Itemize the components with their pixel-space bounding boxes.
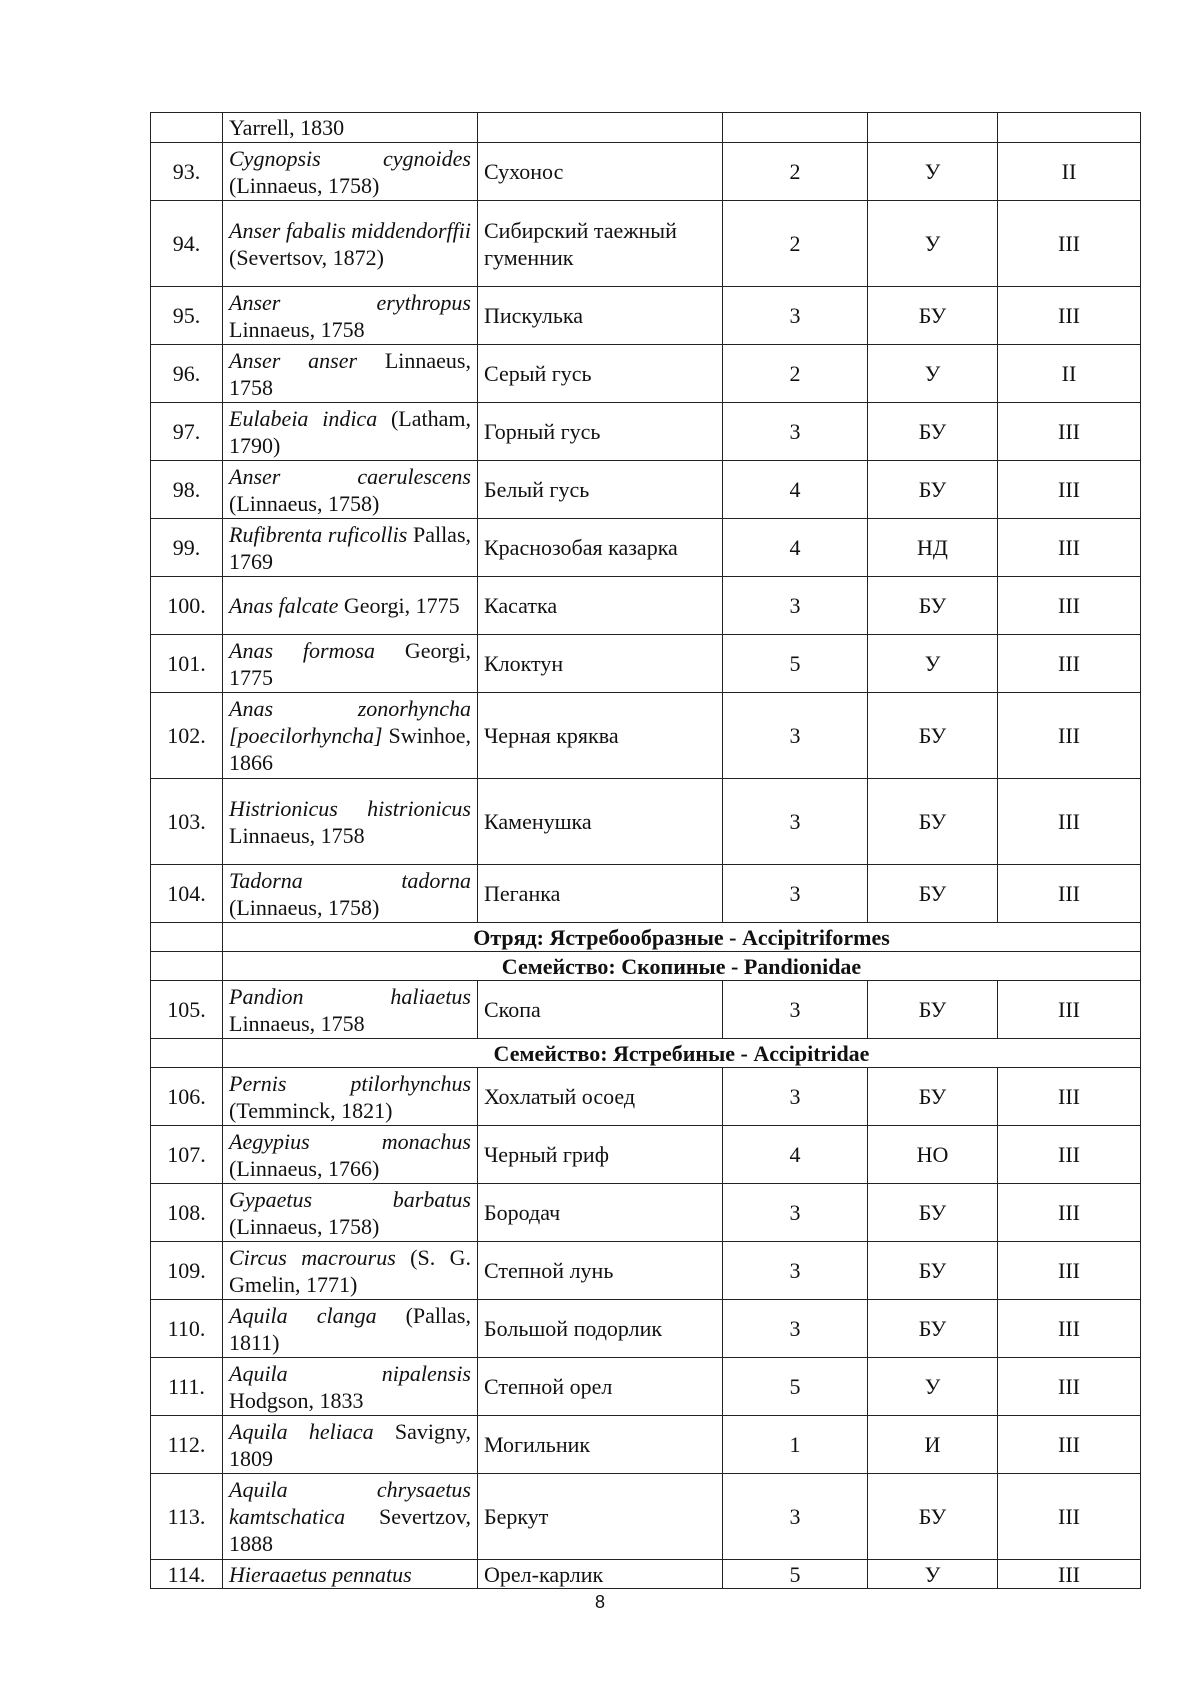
author-year: Linnaeus, 1758	[229, 1010, 365, 1036]
author-year: Savigny, 1809	[229, 1418, 472, 1471]
latin-name: Eulabeia indica	[229, 405, 378, 431]
category: 4	[723, 1126, 868, 1184]
author-year: Linnaeus, 1758	[229, 316, 365, 342]
author-year: Swinhoe, 1866	[229, 723, 471, 775]
table-row	[151, 1560, 1141, 1589]
group-header-row	[151, 923, 1141, 952]
class: III	[998, 519, 1141, 577]
table-row	[151, 981, 1141, 1039]
class: II	[998, 345, 1141, 403]
category: 4	[723, 519, 868, 577]
class: III	[998, 403, 1141, 461]
latin-name: Histrionicus histrionicus	[229, 795, 471, 821]
row-number: 94.	[151, 201, 223, 287]
table-row	[151, 143, 1141, 201]
class: III	[998, 1474, 1141, 1560]
category: 2	[723, 143, 868, 201]
status: У	[868, 201, 998, 287]
scientific-name-cell	[223, 1560, 478, 1589]
table-row	[151, 1300, 1141, 1358]
russian-name: Беркут	[478, 1474, 723, 1560]
category: 3	[723, 403, 868, 461]
category: 3	[723, 287, 868, 345]
russian-name: Сибирский таежный гуменник	[478, 201, 723, 287]
status	[868, 113, 998, 143]
category	[723, 113, 868, 143]
category: 1	[723, 1416, 868, 1474]
row-number: 107.	[151, 1126, 223, 1184]
category: 2	[723, 345, 868, 403]
status: БУ	[868, 1300, 998, 1358]
status: НО	[868, 1126, 998, 1184]
class: III	[998, 1358, 1141, 1416]
row-number: 106.	[151, 1068, 223, 1126]
scientific-name-cell	[223, 345, 478, 403]
row-number: 111.	[151, 1358, 223, 1416]
category: 3	[723, 865, 868, 923]
scientific-name-cell	[223, 779, 478, 865]
status: У	[868, 143, 998, 201]
author-year: (Temminck, 1821)	[229, 1097, 393, 1123]
author-year: Georgi, 1775	[229, 637, 472, 690]
russian-name: Бородач	[478, 1184, 723, 1242]
russian-name: Касатка	[478, 577, 723, 635]
row-number: 93.	[151, 143, 223, 201]
status: БУ	[868, 779, 998, 865]
russian-name: Каменушка	[478, 779, 723, 865]
category: 5	[723, 1560, 868, 1589]
class: III	[998, 577, 1141, 635]
latin-name: Pernis ptilorhynchus	[229, 1070, 471, 1096]
table-row	[151, 201, 1141, 287]
class: III	[998, 1068, 1141, 1126]
table-row	[151, 519, 1141, 577]
page-number: 8	[594, 1592, 605, 1612]
row-number: 95.	[151, 287, 223, 345]
author-year: Severtzov, 1888	[229, 1504, 471, 1556]
table-row	[151, 1358, 1141, 1416]
scientific-name-cell	[223, 577, 478, 635]
category: 3	[723, 1068, 868, 1126]
table-row	[151, 461, 1141, 519]
row-number: 114.	[151, 1560, 223, 1589]
empty-cell	[151, 952, 223, 981]
row-number: 96.	[151, 345, 223, 403]
scientific-name-cell	[223, 635, 478, 693]
russian-name: Хохлатый осоед	[478, 1068, 723, 1126]
russian-name: Степной лунь	[478, 1242, 723, 1300]
russian-name: Черная кряква	[478, 693, 723, 779]
table-row	[151, 403, 1141, 461]
status: БУ	[868, 577, 998, 635]
class: III	[998, 693, 1141, 779]
scientific-name-cell	[223, 1416, 478, 1474]
row-number: 108.	[151, 1184, 223, 1242]
table-row	[151, 1474, 1141, 1560]
scientific-name-cell	[223, 865, 478, 923]
russian-name: Большой подорлик	[478, 1300, 723, 1358]
russian-name	[478, 113, 723, 143]
russian-name: Белый гусь	[478, 461, 723, 519]
russian-name: Скопа	[478, 981, 723, 1039]
class: III	[998, 287, 1141, 345]
row-number: 97.	[151, 403, 223, 461]
status: БУ	[868, 1474, 998, 1560]
table-row	[151, 779, 1141, 865]
status: У	[868, 1358, 998, 1416]
category: 3	[723, 1242, 868, 1300]
row-number: 104.	[151, 865, 223, 923]
category: 3	[723, 779, 868, 865]
category: 3	[723, 1474, 868, 1560]
row-number: 110.	[151, 1300, 223, 1358]
russian-name: Горный гусь	[478, 403, 723, 461]
scientific-name-cell	[223, 1068, 478, 1126]
russian-name: Орел-карлик	[478, 1560, 723, 1589]
row-number	[151, 113, 223, 143]
scientific-name-cell	[223, 693, 478, 779]
latin-name: Cygnopsis cygnoides	[229, 145, 471, 171]
russian-name: Краснозобая казарка	[478, 519, 723, 577]
scientific-name-cell	[223, 287, 478, 345]
status: БУ	[868, 693, 998, 779]
latin-name: Gypaetus barbatus	[229, 1186, 471, 1212]
row-number: 105.	[151, 981, 223, 1039]
author-year: Yarrell, 1830	[229, 115, 345, 140]
class: III	[998, 461, 1141, 519]
scientific-name-cell	[223, 1242, 478, 1300]
table-row	[151, 693, 1141, 779]
russian-name: Могильник	[478, 1416, 723, 1474]
category: 3	[723, 1184, 868, 1242]
row-number: 113.	[151, 1474, 223, 1560]
latin-name: Aegypius monachus	[229, 1128, 471, 1154]
author-year: (Linnaeus, 1758)	[229, 894, 380, 920]
latin-name: Tadorna tadorna	[229, 867, 471, 893]
class	[998, 113, 1141, 143]
group-header: Семейство: Ястребиные - Accipitridae	[223, 1039, 1141, 1068]
class: III	[998, 635, 1141, 693]
latin-name: Aquila chrysaetus kamtschatica	[229, 1477, 471, 1529]
author-year: (Linnaeus, 1758)	[229, 490, 380, 516]
status: НД	[868, 519, 998, 577]
scientific-name-cell	[223, 143, 478, 201]
row-number: 109.	[151, 1242, 223, 1300]
species-table	[150, 112, 1141, 1589]
empty-cell	[151, 1039, 223, 1068]
author-year: (Linnaeus, 1758)	[229, 172, 380, 198]
author-year: (Latham, 1790)	[229, 405, 472, 458]
latin-name: Anser erythropus	[229, 289, 471, 315]
scientific-name-cell	[223, 403, 478, 461]
latin-name: Anas formosa	[229, 637, 375, 663]
table-row	[151, 1184, 1141, 1242]
latin-name: Rufibrenta ruficollis	[229, 521, 408, 547]
scientific-name-cell	[223, 981, 478, 1039]
table-row	[151, 1126, 1141, 1184]
scientific-name-cell	[223, 113, 478, 143]
table-row	[151, 113, 1141, 143]
scientific-name-cell	[223, 519, 478, 577]
russian-name: Черный гриф	[478, 1126, 723, 1184]
status: У	[868, 345, 998, 403]
latin-name: Anser caerulescens	[229, 463, 471, 489]
scientific-name-cell	[223, 1300, 478, 1358]
status: БУ	[868, 403, 998, 461]
group-header-row	[151, 952, 1141, 981]
table-row	[151, 287, 1141, 345]
group-header-row	[151, 1039, 1141, 1068]
author-year: (Severtsov, 1872)	[229, 244, 384, 270]
table-row	[151, 577, 1141, 635]
scientific-name-cell	[223, 1126, 478, 1184]
table-row	[151, 1242, 1141, 1300]
status: У	[868, 635, 998, 693]
category: 2	[723, 201, 868, 287]
russian-name: Серый гусь	[478, 345, 723, 403]
russian-name: Степной орел	[478, 1358, 723, 1416]
status: И	[868, 1416, 998, 1474]
class: III	[998, 1242, 1141, 1300]
category: 3	[723, 981, 868, 1039]
author-year: (Linnaeus, 1758)	[229, 1213, 380, 1239]
latin-name: Anas falcate	[229, 593, 339, 618]
class: III	[998, 1184, 1141, 1242]
latin-name: Aquila heliaca	[229, 1418, 374, 1444]
author-year: Linnaeus, 1758	[229, 822, 365, 848]
class: II	[998, 143, 1141, 201]
russian-name: Клоктун	[478, 635, 723, 693]
latin-name: Anas zonorhyncha [poecilorhyncha]	[229, 696, 471, 748]
latin-name: Aquila nipalensis	[229, 1360, 471, 1386]
author-year: Georgi, 1775	[343, 593, 460, 618]
group-header: Семейство: Скопиные - Pandionidae	[223, 952, 1141, 981]
latin-name: Circus macrourus	[229, 1244, 396, 1270]
status: БУ	[868, 287, 998, 345]
row-number: 103.	[151, 779, 223, 865]
class: III	[998, 981, 1141, 1039]
russian-name: Пискулька	[478, 287, 723, 345]
latin-name: Anser anser	[229, 347, 358, 373]
scientific-name-cell	[223, 1358, 478, 1416]
row-number: 101.	[151, 635, 223, 693]
scientific-name-cell	[223, 201, 478, 287]
author-year: Pallas, 1769	[229, 521, 472, 574]
author-year: Hodgson, 1833	[229, 1387, 364, 1413]
table-row	[151, 345, 1141, 403]
category: 3	[723, 1300, 868, 1358]
empty-cell	[151, 923, 223, 952]
scientific-name-cell	[223, 461, 478, 519]
latin-name: Pandion haliaetus	[229, 983, 471, 1009]
row-number: 99.	[151, 519, 223, 577]
table-body	[151, 113, 1141, 1589]
category: 4	[723, 461, 868, 519]
author-year: Linnaeus, 1758	[229, 347, 471, 400]
row-number: 112.	[151, 1416, 223, 1474]
russian-name: Пеганка	[478, 865, 723, 923]
class: III	[998, 1300, 1141, 1358]
latin-name: Hieraaetus pennatus	[229, 1561, 412, 1587]
class: III	[998, 779, 1141, 865]
status: БУ	[868, 1068, 998, 1126]
status: БУ	[868, 981, 998, 1039]
group-header: Отряд: Ястребообразные - Accipitriformes	[223, 923, 1141, 952]
latin-name: Aquila clanga	[229, 1302, 377, 1328]
scientific-name-cell	[223, 1184, 478, 1242]
table-row	[151, 635, 1141, 693]
category: 3	[723, 693, 868, 779]
russian-name: Сухонос	[478, 143, 723, 201]
table-row	[151, 1068, 1141, 1126]
row-number: 102.	[151, 693, 223, 779]
status: У	[868, 1560, 998, 1589]
category: 3	[723, 577, 868, 635]
author-year: (Linnaeus, 1766)	[229, 1155, 380, 1181]
class: III	[998, 201, 1141, 287]
category: 5	[723, 635, 868, 693]
table-row	[151, 1416, 1141, 1474]
latin-name: Anser fabalis middendorffii	[229, 217, 471, 243]
status: БУ	[868, 1184, 998, 1242]
class: III	[998, 1560, 1141, 1589]
author-year: (S. G. Gmelin, 1771)	[229, 1244, 471, 1297]
class: III	[998, 1126, 1141, 1184]
scientific-name-cell	[223, 1474, 478, 1560]
table-row	[151, 865, 1141, 923]
status: БУ	[868, 1242, 998, 1300]
status: БУ	[868, 461, 998, 519]
row-number: 100.	[151, 577, 223, 635]
category: 5	[723, 1358, 868, 1416]
class: III	[998, 865, 1141, 923]
author-year: (Pallas, 1811)	[229, 1302, 471, 1355]
row-number: 98.	[151, 461, 223, 519]
status: БУ	[868, 865, 998, 923]
class: III	[998, 1416, 1141, 1474]
